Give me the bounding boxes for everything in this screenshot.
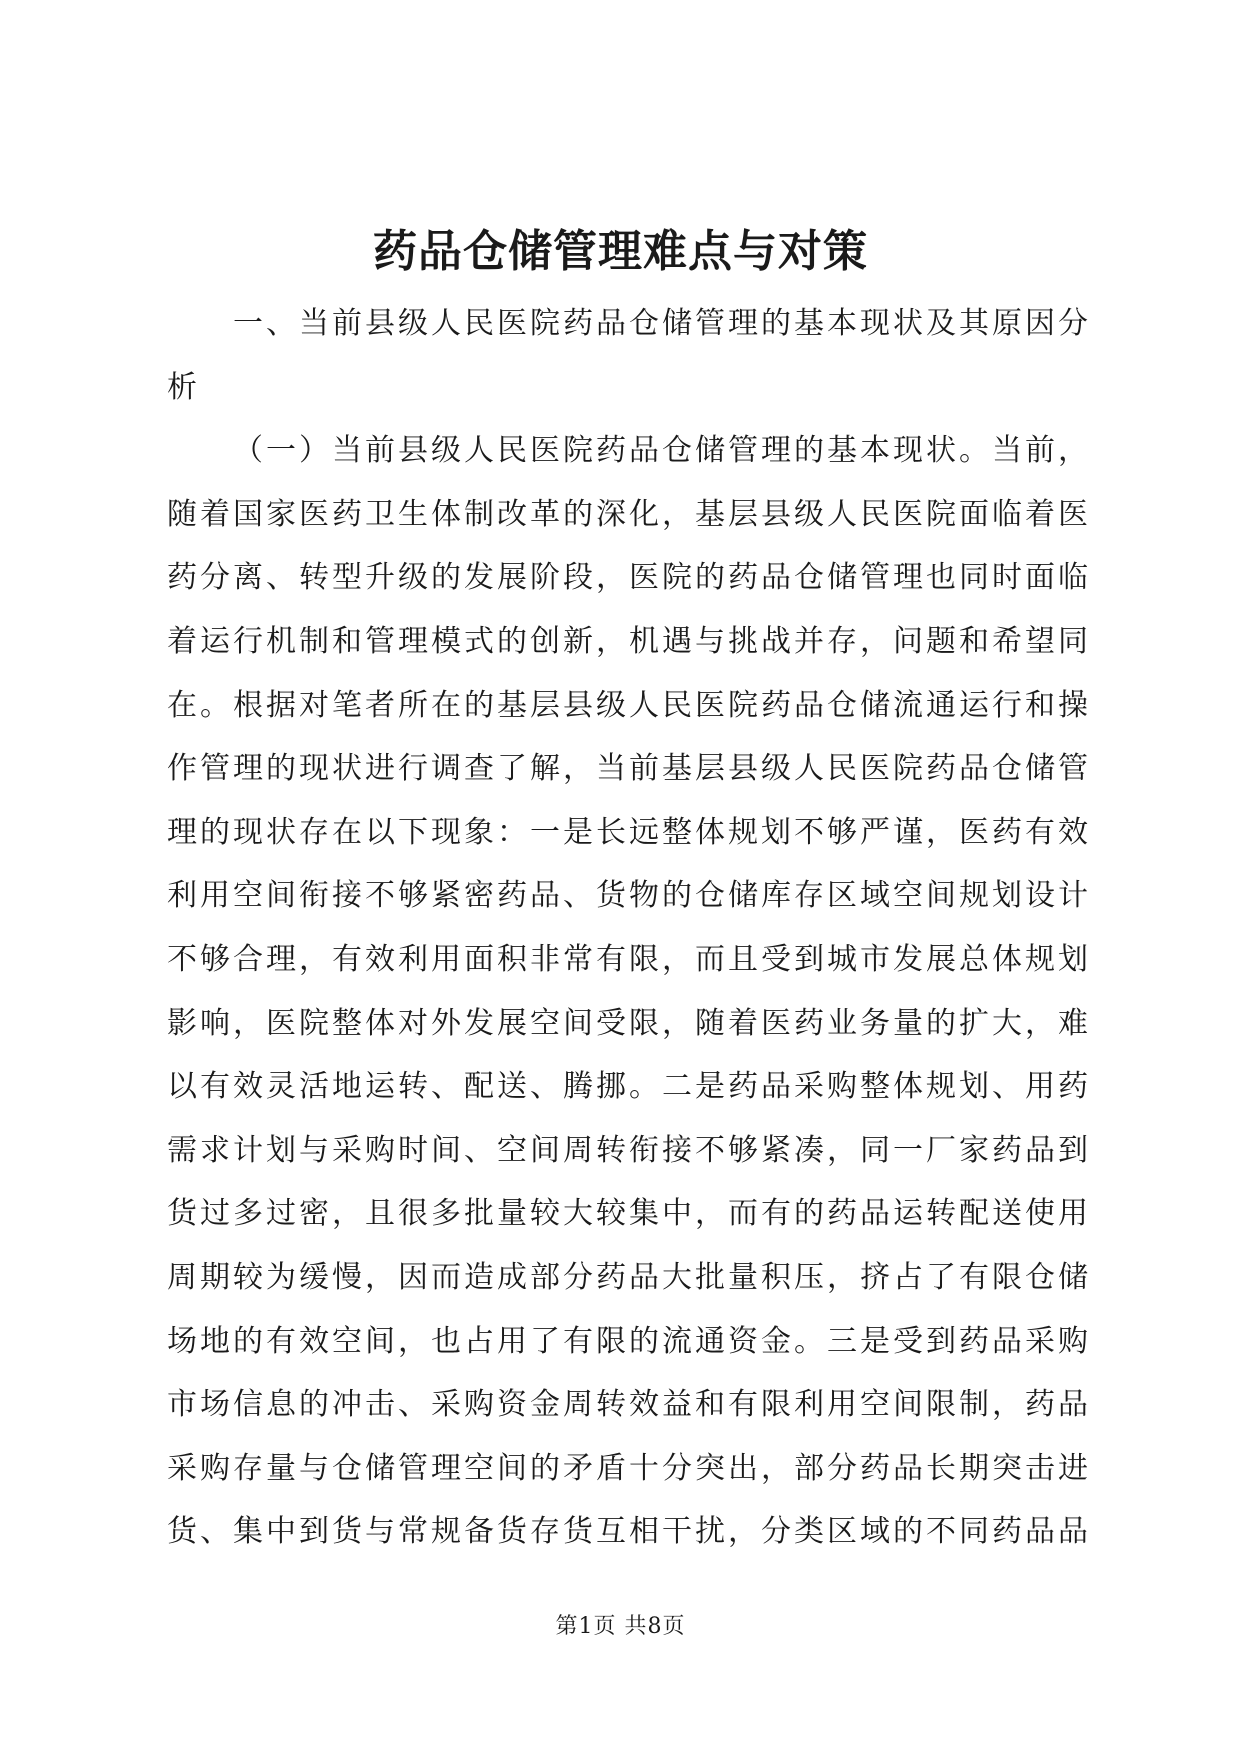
paragraph-line: 以有效灵活地运转、配送、腾挪。二是药品采购整体规划、用药 xyxy=(167,1069,1091,1105)
paragraph-line: 货、集中到货与常规备货存货互相干扰，分类区域的不同药品品 xyxy=(167,1514,1091,1550)
page-number-footer: 第1页 共8页 xyxy=(555,1614,686,1639)
document-title: 药品仓储管理难点与对策 xyxy=(373,226,868,277)
heading-line-continued: 析 xyxy=(167,369,200,405)
paragraph-line: 采购存量与仓储管理空间的矛盾十分突出，部分药品长期突击进 xyxy=(167,1450,1091,1486)
paragraph-line: 随着国家医药卫生体制改革的深化，基层县级人民医院面临着医 xyxy=(167,496,1091,532)
paragraph-line: 不够合理，有效利用面积非常有限，而且受到城市发展总体规划 xyxy=(167,941,1091,977)
paragraph-line: 货过多过密，且很多批量较大较集中，而有的药品运转配送使用 xyxy=(167,1196,1091,1232)
document-body xyxy=(167,292,1091,1564)
paragraph-line: （一）当前县级人民医院药品仓储管理的基本现状。当前， xyxy=(233,433,1091,469)
heading-line: 一、当前县级人民医院药品仓储管理的基本现状及其原因分 xyxy=(233,306,1091,341)
paragraph-line: 影响，医院整体对外发展空间受限，随着医药业务量的扩大，难 xyxy=(167,1005,1091,1041)
paragraph-line: 药分离、转型升级的发展阶段，医院的药品仓储管理也同时面临 xyxy=(167,560,1091,596)
paragraph-line: 在。根据对笔者所在的基层县级人民医院药品仓储流通运行和操 xyxy=(167,687,1091,723)
paragraph-line: 需求计划与采购时间、空间周转衔接不够紧凑，同一厂家药品到 xyxy=(167,1132,1091,1168)
paragraph-line: 市场信息的冲击、采购资金周转效益和有限利用空间限制，药品 xyxy=(167,1387,1091,1423)
paragraph-line: 利用空间衔接不够紧密药品、货物的仓储库存区域空间规划设计 xyxy=(167,878,1091,914)
paragraph-line: 着运行机制和管理模式的创新，机遇与挑战并存，问题和希望同 xyxy=(167,623,1091,659)
paragraph-line: 理的现状存在以下现象：一是长远整体规划不够严谨，医药有效 xyxy=(167,814,1091,850)
paragraph-line: 场地的有效空间，也占用了有限的流通资金。三是受到药品采购 xyxy=(167,1323,1091,1359)
paragraph-line: 周期较为缓慢，因而造成部分药品大批量积压，挤占了有限仓储 xyxy=(167,1259,1091,1295)
paragraph-line: 作管理的现状进行调查了解，当前基层县级人民医院药品仓储管 xyxy=(167,751,1091,787)
